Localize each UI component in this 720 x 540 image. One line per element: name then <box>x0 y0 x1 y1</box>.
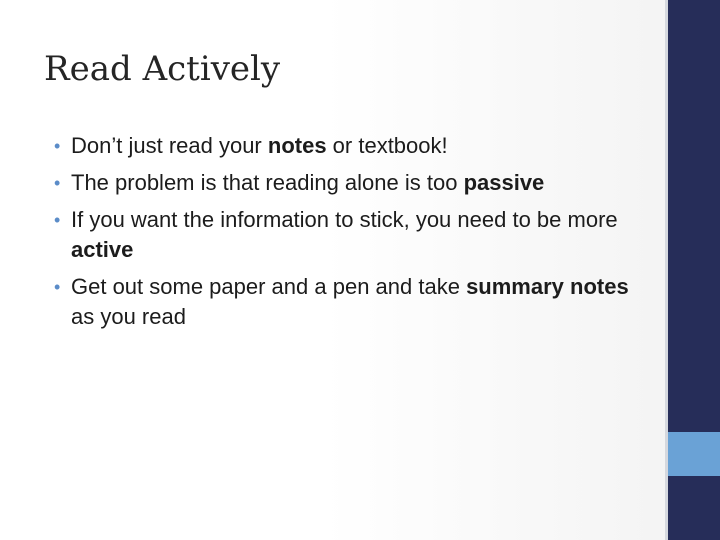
bullet-icon: • <box>54 277 61 297</box>
sidebar-accent-block <box>668 432 720 476</box>
slide-title: Read Actively <box>44 49 281 89</box>
bullet-icon: • <box>54 173 61 193</box>
bullet-emphasis: summary notes <box>466 274 629 299</box>
bullet-item <box>56 131 656 161</box>
bullet-emphasis: notes <box>267 133 327 158</box>
bullet-item <box>56 272 656 332</box>
bullet-emphasis: passive <box>463 170 545 195</box>
bullet-text: or textbook! <box>326 133 448 158</box>
bullet-list <box>56 131 656 339</box>
bullet-text: Get out some paper and a pen and take <box>71 274 467 299</box>
bullet-text: as you read <box>71 304 186 329</box>
bullet-emphasis: active <box>71 237 134 262</box>
bullet-text: Don’t just read your <box>71 133 268 158</box>
bullet-item <box>56 168 656 198</box>
bullet-text: The problem is that reading alone is too <box>71 170 464 195</box>
bullet-item <box>56 205 656 265</box>
bullet-text: If you want the information to stick, you need to be more <box>71 207 618 232</box>
bullet-icon: • <box>54 136 61 156</box>
bullet-icon: • <box>54 210 61 230</box>
